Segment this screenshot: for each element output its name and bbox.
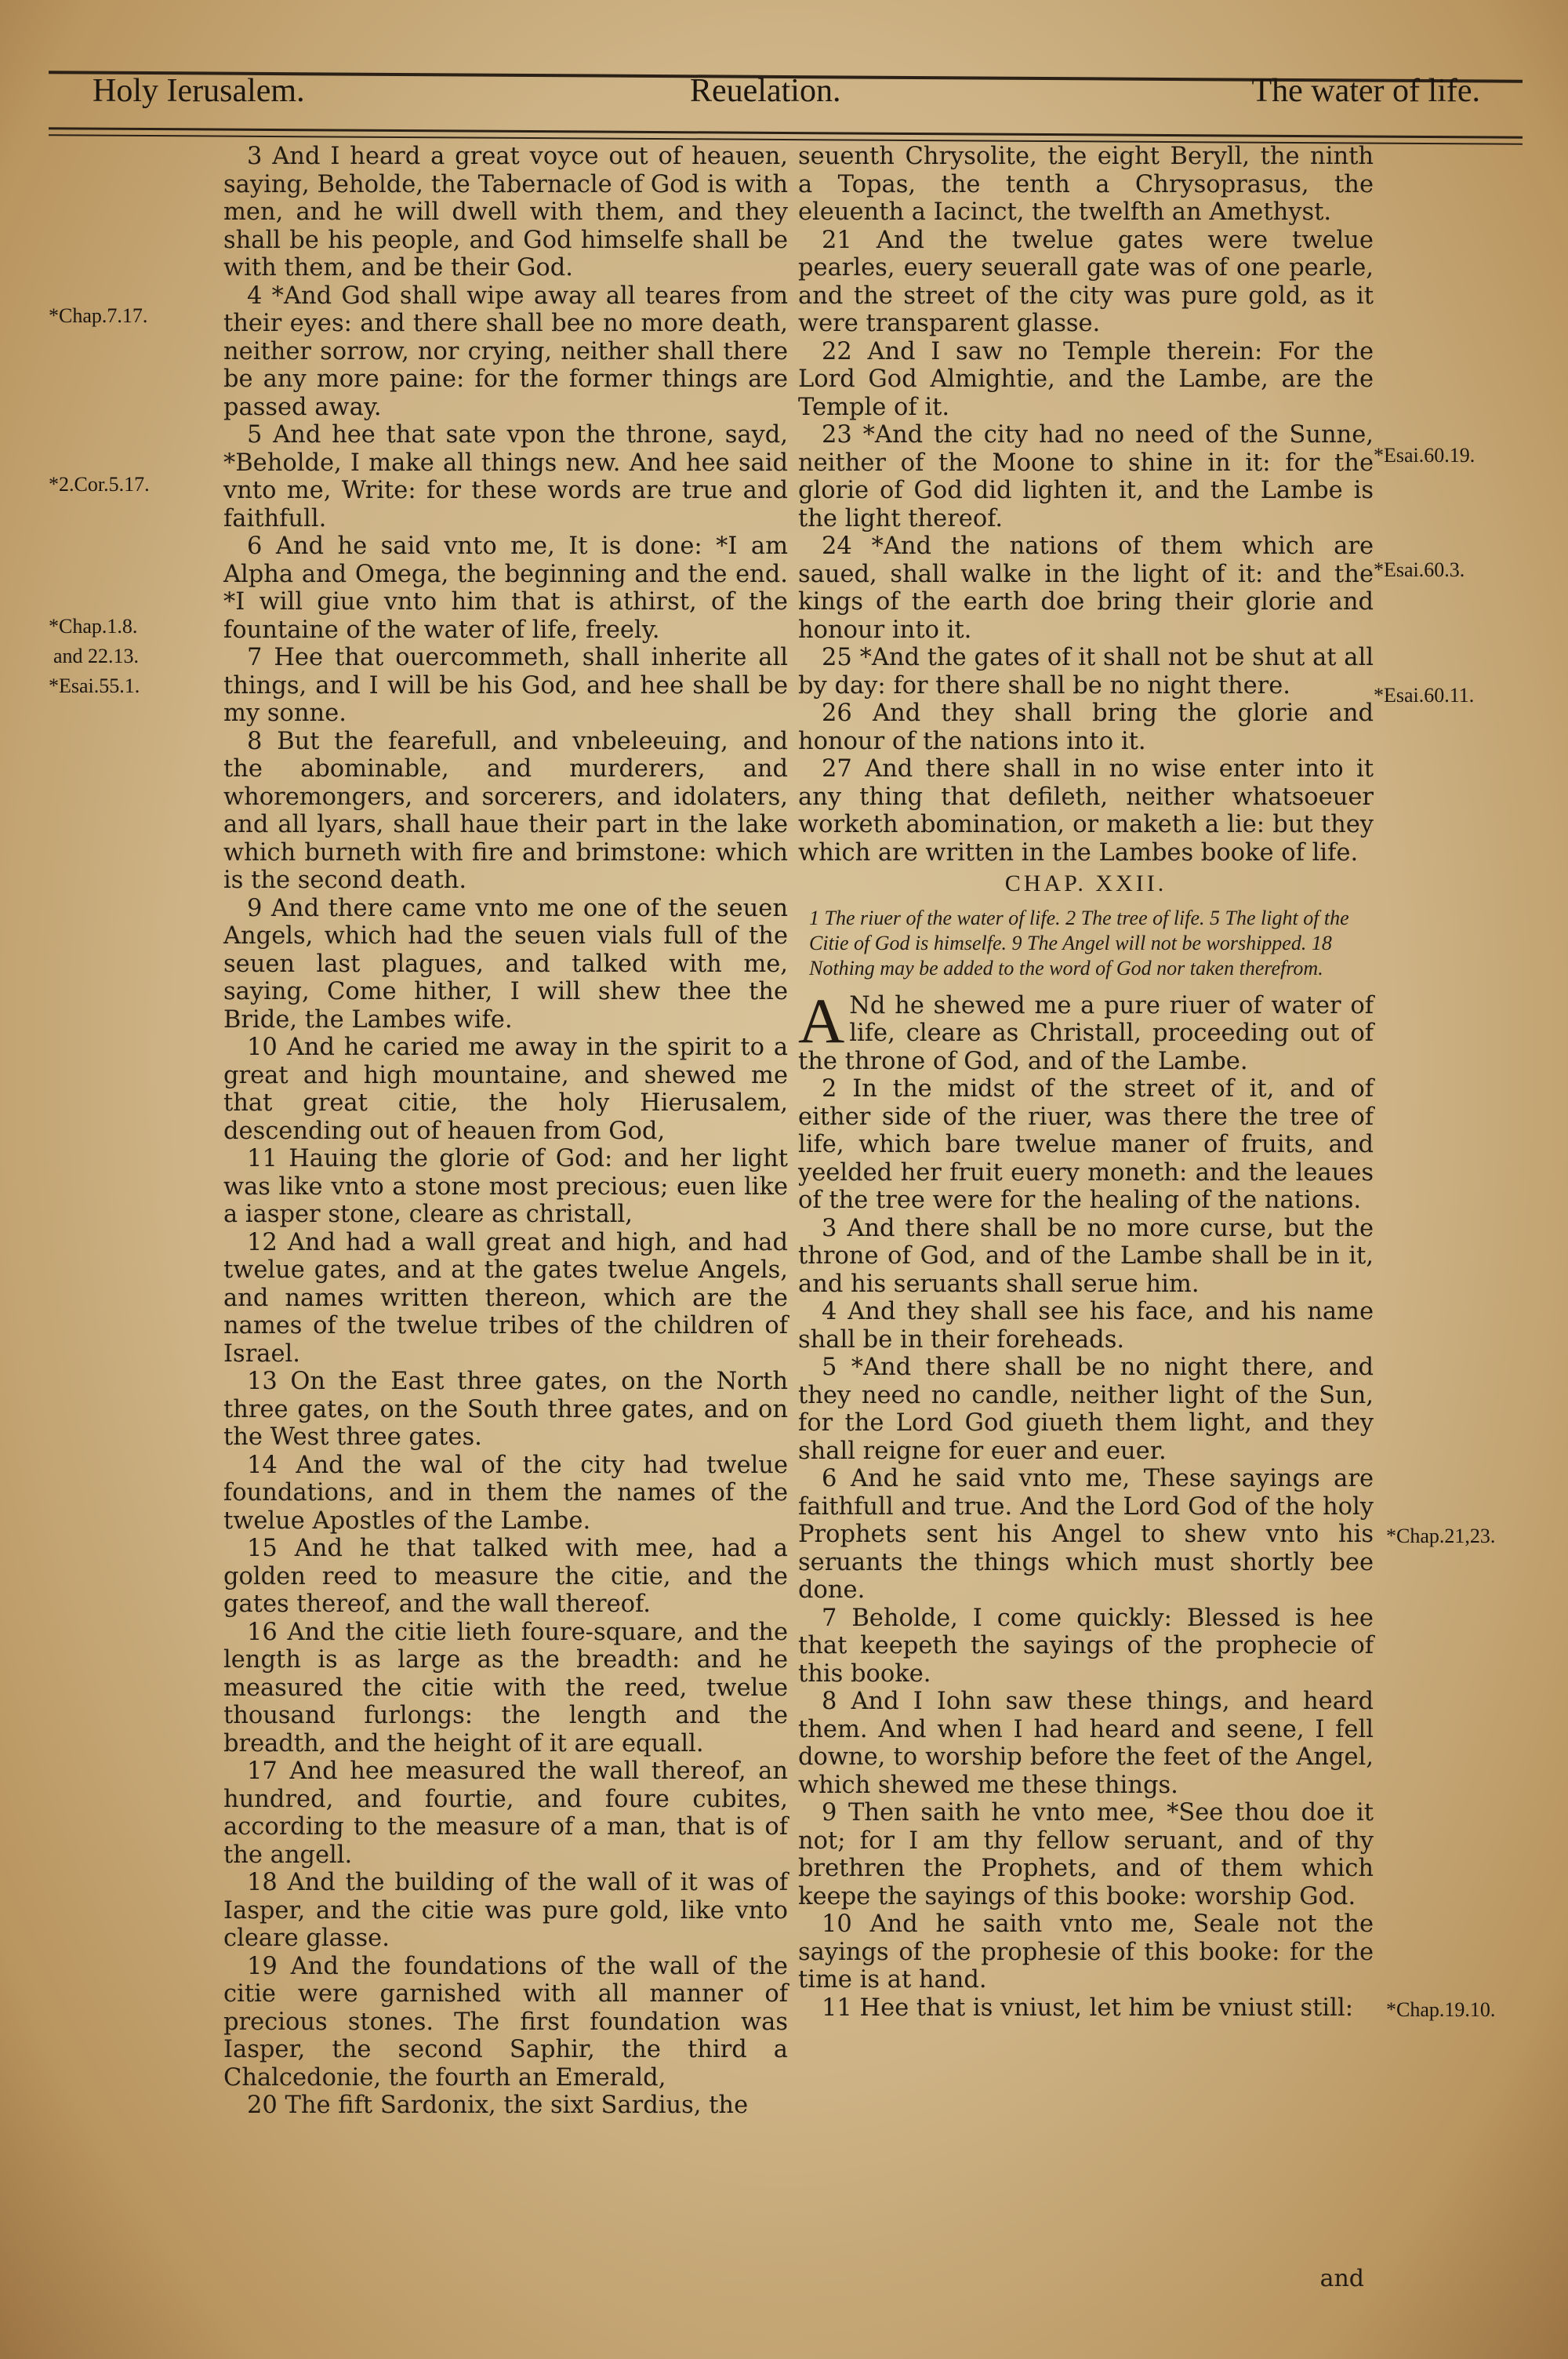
margin-note: *Esai.55.1.: [49, 674, 140, 697]
verse: 5 *And there shall be no night there, and they need no candle, neither light of the Sun, for the Lord God giueth them light, and they shall reigne for euer and euer.: [798, 1354, 1374, 1465]
verse: 3 And I heard a great voyce out of heauen, saying, Beholde, the Tabernacle of God is with men, and he will dwell with them, and they shall be his people, and God himselfe shall be with them, and be their God.: [223, 143, 788, 282]
verse: 10 And he saith vnto me, Seale not the sayings of the prophesie of this booke: for the time is at hand.: [798, 1910, 1374, 1994]
verse: 24 *And the nations of them which are saued, shall walke in the light of it: and the kings of the earth doe bring their glorie and honour into it.: [798, 533, 1374, 644]
verse: 8 And I Iohn saw these things, and heard them. And when I had heard and seene, I fell downe, to worship before the feet of the Angel, which shewed me these things.: [798, 1688, 1374, 1799]
left-text-column: [223, 143, 788, 2120]
verse-1-text: Nd he shewed me a pure riuer of water of life, cleare as Christall, proceeding out of the throne of God, and of the Lambe.: [798, 991, 1374, 1075]
verse: 11 Hee that is vniust, let him be vniust still:: [822, 1994, 1353, 2022]
margin-note: *2.Cor.5.17.: [49, 473, 150, 496]
catchword: and: [1319, 2265, 1364, 2292]
verse: 5 And hee that sate vpon the throne, sayd, *Beholde, I make all things new. And hee said vnto me, Write: for these words are true and faithfull.: [223, 421, 788, 533]
verse: 26 And they shall bring the glorie and honour of the nations into it.: [798, 700, 1374, 755]
verse: 15 And he that talked with mee, had a golden reed to measure the citie, and the gates thereof, and the wall thereof.: [223, 1535, 788, 1618]
margin-note: *Esai.60.19.: [1374, 444, 1475, 467]
verse: 6 And he said vnto me, It is done: *I am Alpha and Omega, the beginning and the end. *I will giue vnto him that is athirst, of the fountaine of the water of life, freely.: [223, 533, 788, 644]
verse: 4 And they shall see his face, and his name shall be in their foreheads.: [798, 1298, 1374, 1354]
chapter-heading: CHAP. XXII.: [1004, 871, 1167, 896]
verse: 12 And had a wall great and high, and had twelue gates, and at the gates twelue Angels, and names written thereon, which are the names of the twelue tribes of the children of Israel.: [223, 1228, 788, 1368]
verse: 13 On the East three gates, on the North three gates, on the South three gates, and on the West three gates.: [223, 1368, 788, 1451]
verse: 27 And there shall in no wise enter into it any thing that defileth, neither whatsoeuer worketh abomination, or maketh a lie: but they which are written in the Lambes booke of life.: [798, 755, 1374, 867]
running-head-right: The water of life.: [1251, 73, 1480, 109]
verse: 9 Then saith he vnto mee, *See thou doe it not; for I am thy fellow seruant, and of thy brethren the Prophets, and of them which keepe the sayings of this booke: worship God.: [798, 1799, 1374, 1910]
verse: 23 *And the city had no need of the Sunne, neither of the Moone to shine in it: for the glorie of God did lighten it, and the Lambe is the light thereof.: [798, 421, 1374, 533]
right-text-column: [798, 143, 1374, 2022]
verse: 4 *And God shall wipe away all teares from their eyes: and there shall bee no more death, neither sorrow, nor crying, neither shall there be any more paine: for the former things are passed away.: [223, 282, 788, 421]
margin-note: *Chap.21,23.: [1386, 1525, 1496, 1547]
margin-note: *Chap.19.10.: [1386, 1998, 1496, 2021]
verse: 16 And the citie lieth foure-square, and the length is as large as the breadth: and he measured the citie with the reed, twelue thousand furlongs: the length and the breadth, and the height of it are equall.: [223, 1618, 788, 1757]
margin-note: and 22.13.: [53, 645, 140, 667]
verse: 25 *And the gates of it shall not be shut at all by day: for there shall be no night there.: [798, 644, 1374, 700]
margin-note: *Esai.60.11.: [1374, 684, 1475, 707]
verse: 10 And he caried me away in the spirit to a great and high mountaine, and shewed me that great citie, the holy Hierusalem, descending out of heauen from God,: [223, 1034, 788, 1145]
verse: 14 And the wal of the city had twelue foundations, and in them the names of the twelue Apostles of the Lambe.: [223, 1451, 788, 1535]
verse: 19 And the foundations of the wall of the citie were garnished with all manner of precious stones. The first foundation was Iasper, the second Saphir, the third a Chalcedonie, the fourth an Emerald,: [223, 1952, 788, 2092]
verse: 3 And there shall be no more curse, but the throne of God, and of the Lambe shall be in it, and his seruants shall serue him.: [798, 1214, 1374, 1298]
verse: 7 Hee that ouercommeth, shall inherite all things, and I will be his God, and hee shall be my sonne.: [223, 644, 788, 727]
verse: 7 Beholde, I come quickly: Blessed is hee that keepeth the sayings of the prophecie of this booke.: [798, 1604, 1374, 1688]
margin-note: *Chap.1.8.: [49, 615, 138, 638]
verse: 11 Hauing the glorie of God: and her light was like vnto a stone most precious; euen like a iasper stone, cleare as christall,: [223, 1145, 788, 1228]
verse: 21 And the twelue gates were twelue pearles, euery seuerall gate was of one pearle, and the street of the city was pure gold, as it were transparent glasse.: [798, 226, 1374, 337]
verse: 18 And the building of the wall of it was of Iasper, and the citie was pure gold, like vnto cleare glasse.: [223, 1869, 788, 1952]
verse: 9 And there came vnto me one of the seuen Angels, which had the seuen vials full of the seuen last plagues, and talked with me, saying, Come hither, I will shew thee the Bride, the Lambes wife.: [223, 894, 788, 1034]
drop-capital: A: [798, 984, 845, 1056]
running-head-left: Holy Ierusalem.: [93, 73, 305, 109]
verse: seuenth Chrysolite, the eight Beryll, the ninth a Topas, the tenth a Chrysoprasus, the eleuenth a Iacinct, the twelfth an Amethyst.: [798, 143, 1374, 226]
running-head-book: Reuelation.: [690, 73, 841, 109]
margin-note: *Chap.7.17.: [49, 304, 148, 327]
margin-note: *Esai.60.3.: [1374, 558, 1465, 581]
chapter-summary: 1 The riuer of the water of life. 2 The tree of life. 5 The light of the Citie of God is himselfe. 9 The Angel will not be worshipped. 18 Nothing may be added to the word of God nor taken therefrom.: [809, 906, 1349, 980]
verse: 17 And hee measured the wall thereof, an hundred, and fourtie, and foure cubites, according to the measure of a man, that is of the angell.: [223, 1757, 788, 1869]
verse: 2 In the midst of the street of it, and of either side of the riuer, was there the tree of life, which bare twelue maner of fruits, and yeelded her fruit euery moneth: and the leaues of the tree were for the healing of the nations.: [798, 1075, 1374, 1214]
verse: 8 But the fearefull, and vnbeleeuing, and the abominable, and murderers, and whoremongers, and sorcerers, and idolaters, and all lyars, shall haue their part in the lake which burneth with fire and brimstone: which is the second death.: [223, 727, 788, 894]
verse: 20 The fift Sardonix, the sixt Sardius, the: [247, 2092, 749, 2119]
verse: 22 And I saw no Temple therein: For the Lord God Almightie, and the Lambe, are the Temple of it.: [798, 337, 1374, 421]
verse-1: [798, 984, 1374, 1076]
verse: 6 And he said vnto me, These sayings are faithfull and true. And the Lord God of the holy Prophets sent his Angel to shew vnto his seruants the things which must shortly bee done.: [798, 1465, 1374, 1604]
